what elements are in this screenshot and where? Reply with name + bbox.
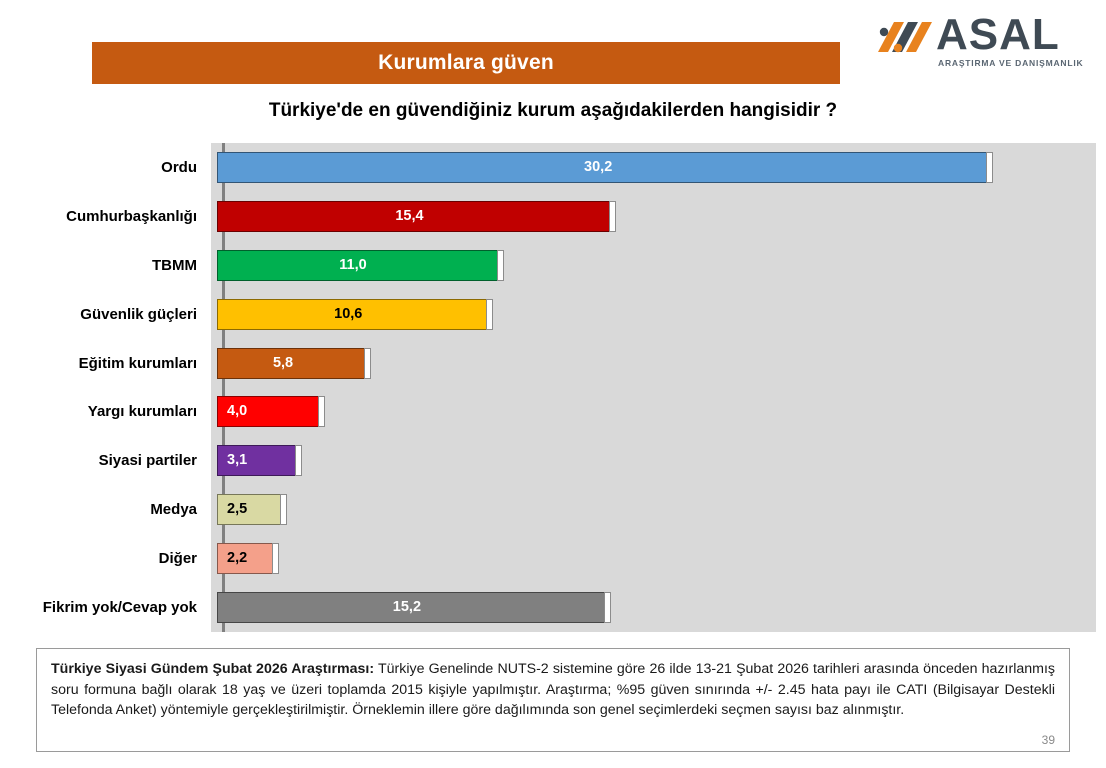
bar-track: [205, 192, 1106, 241]
bar-category-label: Ordu: [161, 158, 197, 176]
bar-value-label: 2,5: [227, 501, 248, 518]
bar-category-label: Fikrim yok/Cevap yok: [42, 599, 197, 617]
bar-row: [0, 143, 1106, 192]
bar-chart: [0, 143, 1106, 636]
bar-track: [205, 339, 1106, 388]
bar-track: [205, 143, 1106, 192]
page-number: 39: [1041, 733, 1055, 747]
logo-wordmark: ASAL: [936, 10, 1060, 59]
bar-category-label: Güvenlik güçleri: [80, 305, 197, 323]
slide-title-banner: [92, 42, 840, 84]
bar-category-label: Diğer: [158, 550, 197, 568]
bar-row: [0, 388, 1106, 437]
bar-value-label: 2,2: [227, 550, 248, 567]
methodology-footnote: [36, 648, 1070, 752]
bar-end-cap: [986, 152, 993, 183]
logo-tagline: ARAŞTIRMA VE DANIŞMANLIK: [938, 58, 1084, 68]
chart-question: Türkiye'de en güvendiğiniz kurum aşağıdakilerden hangisidir ?: [268, 100, 838, 121]
bar-category-label: Yargı kurumları: [87, 403, 197, 421]
bar-row: [0, 436, 1106, 485]
bar-track: [205, 290, 1106, 339]
footnote-lead: Türkiye Siyasi Gündem Şubat 2026 Araştırması:: [51, 661, 375, 677]
bar-row: [0, 192, 1106, 241]
bar-end-cap: [295, 445, 302, 476]
bar-rows: [0, 143, 1106, 632]
bar-track: [205, 388, 1106, 437]
bar-end-cap: [609, 201, 616, 232]
bar-row: [0, 241, 1106, 290]
bar-row: [0, 583, 1106, 632]
asal-logo: [874, 12, 1084, 74]
bar-end-cap: [272, 543, 279, 574]
bar-value-label: 11,0: [339, 256, 367, 273]
bar-category-label: Eğitim kurumları: [78, 354, 197, 372]
bar-value-label: 4,0: [227, 403, 248, 420]
bar-end-cap: [280, 494, 287, 525]
bar-value-label: 15,2: [392, 599, 422, 616]
bar-value-label: 15,4: [395, 207, 424, 224]
bar-end-cap: [486, 299, 493, 330]
bar-row: [0, 534, 1106, 583]
bar-category-label: Cumhurbaşkanlığı: [66, 207, 197, 225]
bar-end-cap: [364, 348, 371, 379]
bar-category-label: Medya: [150, 501, 197, 519]
bar-track: [205, 485, 1106, 534]
logo-mark-icon: [874, 18, 936, 60]
bar-category-label: TBMM: [152, 256, 197, 274]
page-title: Kurumlara güven: [378, 51, 554, 74]
bar-track: [205, 534, 1106, 583]
bar-track: [205, 436, 1106, 485]
bar-track: [205, 241, 1106, 290]
bar-row: [0, 485, 1106, 534]
bar-end-cap: [604, 592, 611, 623]
bar-row: [0, 339, 1106, 388]
bar-value-label: 5,8: [272, 354, 294, 371]
bar-value-label: 10,6: [334, 305, 363, 322]
bar-value-label: 3,1: [227, 452, 248, 469]
bar-end-cap: [497, 250, 504, 281]
bar-row: [0, 290, 1106, 339]
bar-category-label: Siyasi partiler: [98, 452, 197, 470]
bar-end-cap: [318, 396, 325, 427]
slide-header: [0, 0, 1106, 96]
bar-track: [205, 583, 1106, 632]
footnote-body: Türkiye Genelinde NUTS-2 sistemine göre 26 ilde 13-21 Şubat 2026 tarihleri arasında önceden hazırlanmış soru formuna bağlı olarak 18 yaş ve üzeri toplamda 2015 kişiyle yapılmıştır. Araştırma; %95 güven sınırında +/- 2.45 hata payı ile CATI (Bilgisayar Destekli Telefonda Anket) yöntemiyle gerçekleştirilmiştir. Örneklemin illere göre dağılımında son genel seçimlerdeki seçmen sayısı baz alınmıştır.: [51, 661, 1055, 718]
bar-value-label: 30,2: [584, 158, 613, 175]
